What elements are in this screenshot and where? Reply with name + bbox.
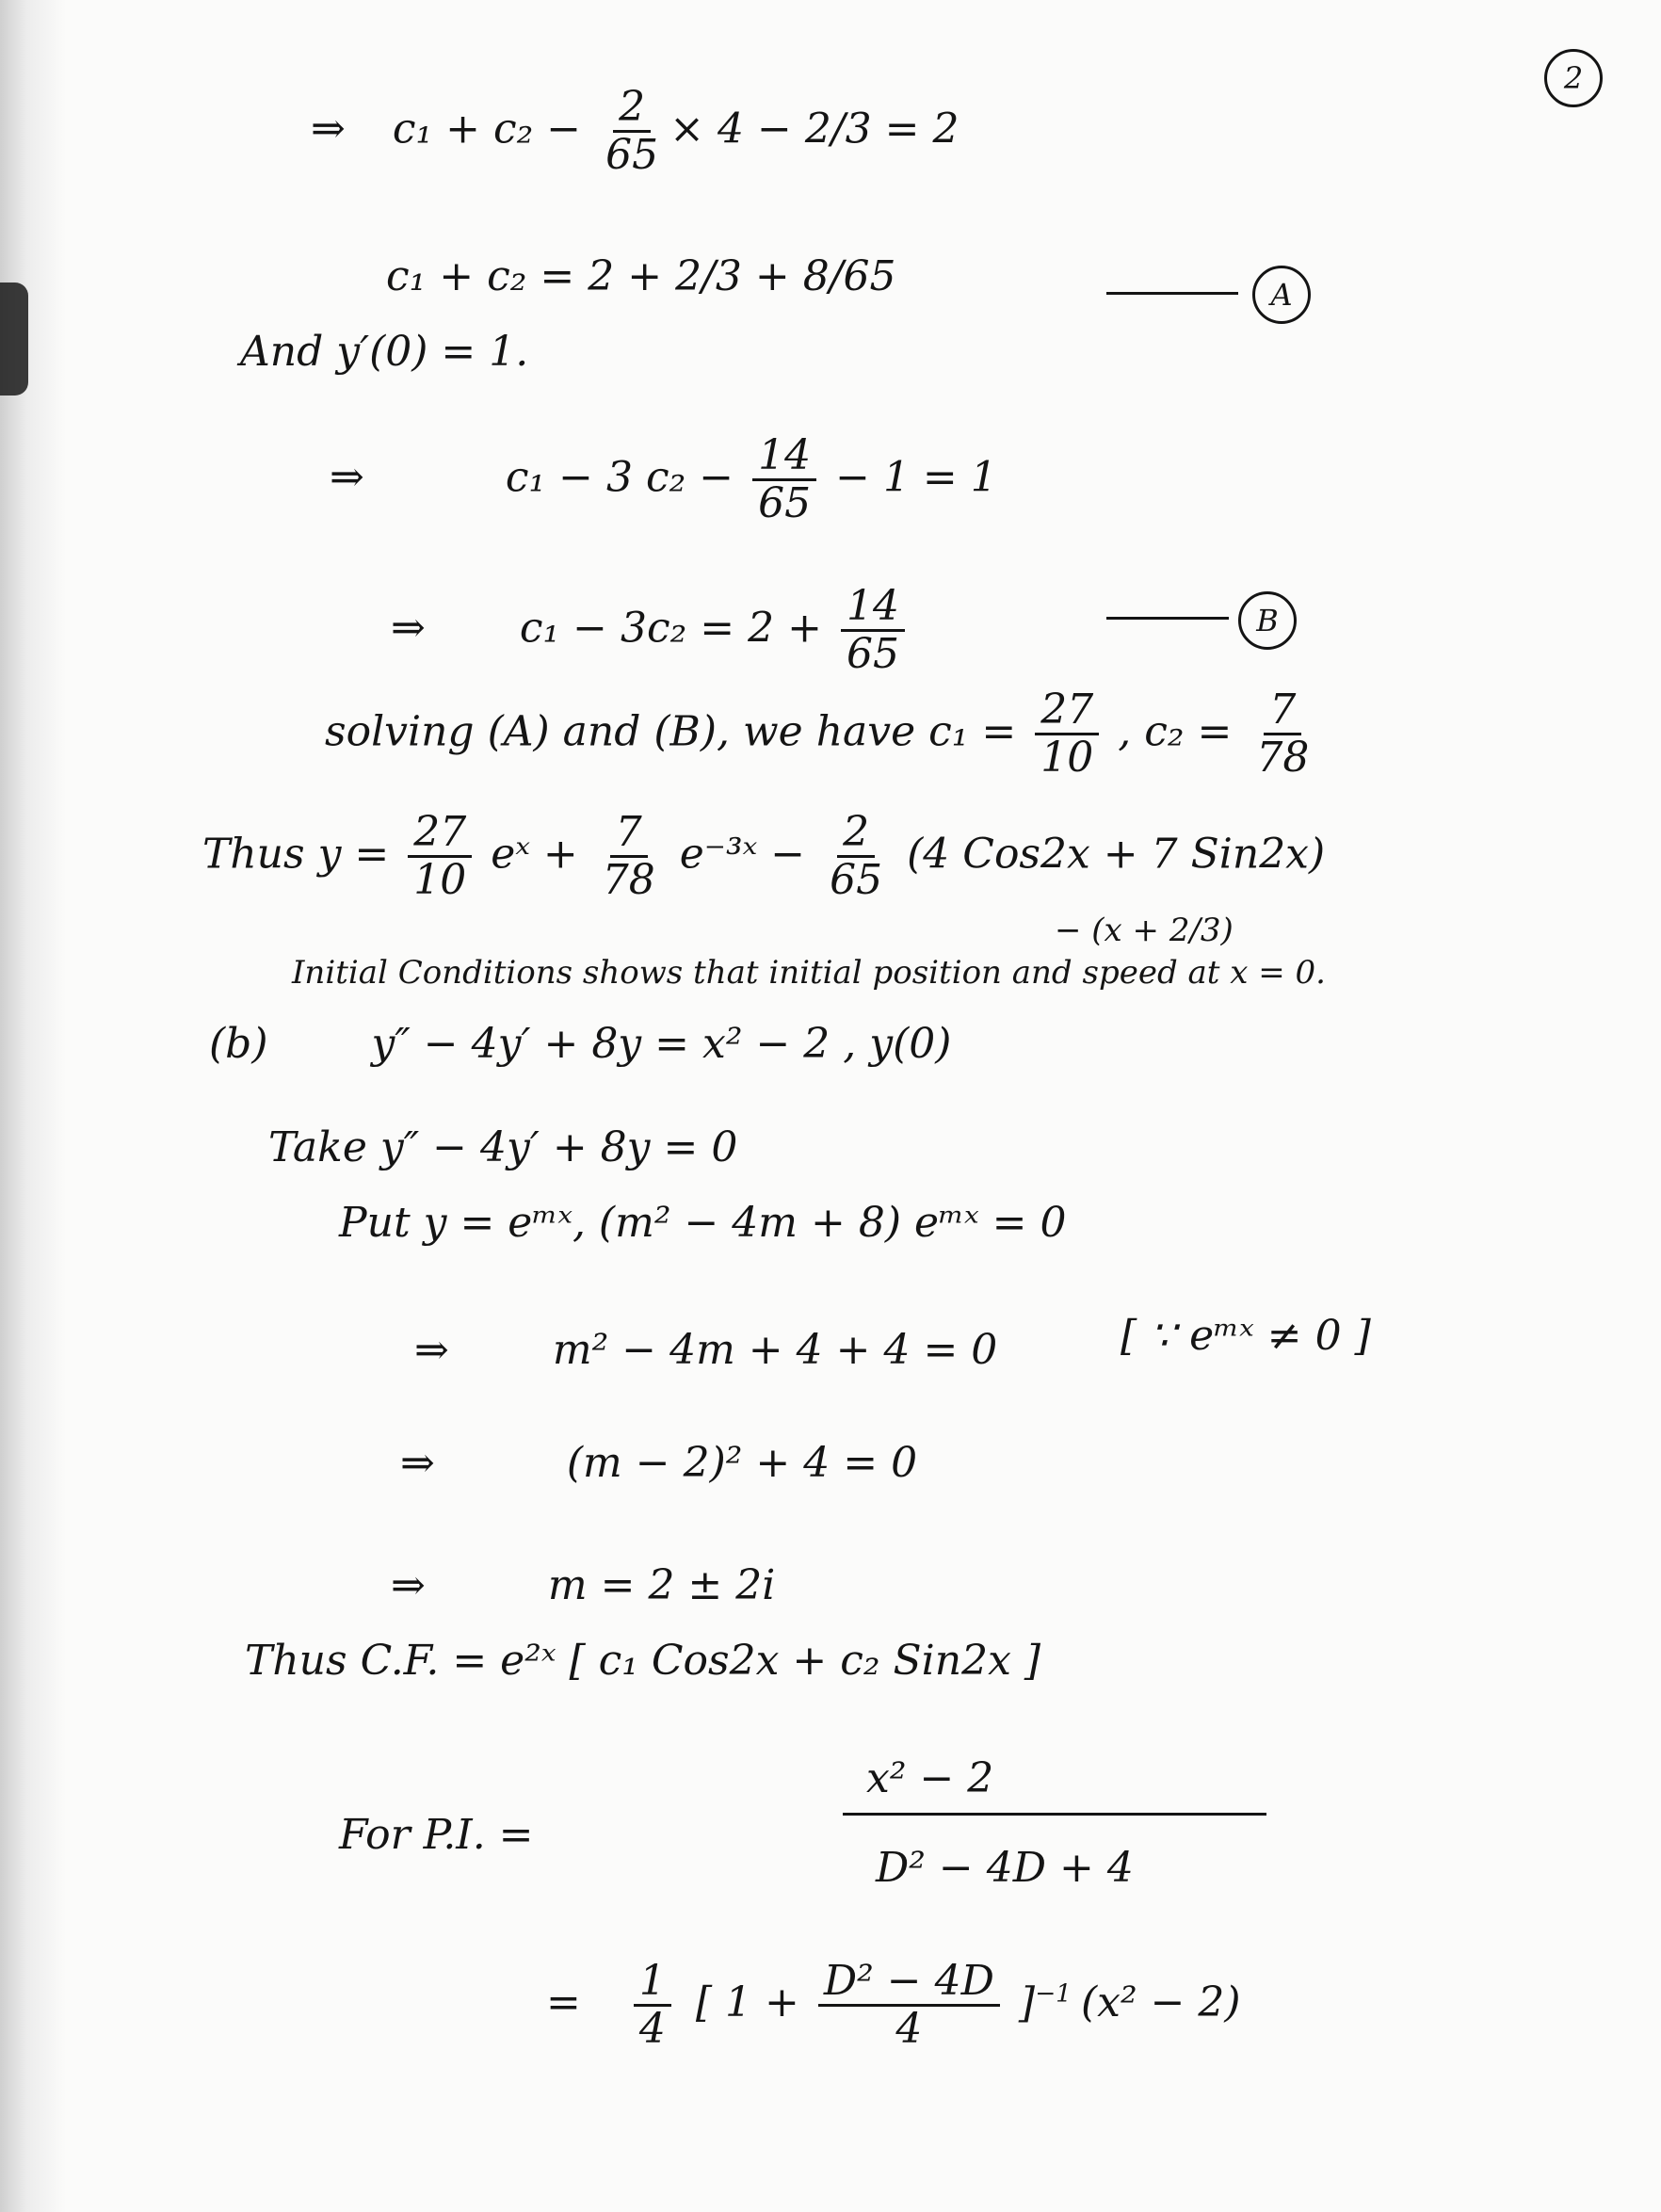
equation-line-8: Initial Conditions shows that initial position and speed at x = 0. bbox=[292, 954, 1326, 992]
pi-fraction-bar bbox=[843, 1813, 1266, 1816]
equation-line-10: Take y″ − 4y′ + 8y = 0 bbox=[268, 1123, 738, 1171]
equation-line-15: Thus C.F. = e²ˣ [ c₁ Cos2x + c₂ Sin2x ] bbox=[245, 1637, 1041, 1685]
equation-line-3: And y′(0) = 1. bbox=[240, 328, 529, 376]
fraction: $\frac{1}{4}$ bbox=[634, 1959, 671, 2053]
implies-arrow: ⇒ bbox=[391, 1561, 426, 1609]
equation-line-4: ⇒ c₁ − 3 c₂ − $\frac{14}{65}$ − 1 = 1 bbox=[330, 431, 997, 528]
implies-arrow: ⇒ bbox=[391, 604, 426, 653]
equation-line-6: solving (A) and (B), we have c₁ = $\frac{27}{10}$ , c₂ = $\frac{7}{78}$ bbox=[325, 687, 1320, 782]
equation-label-b: B bbox=[1238, 591, 1297, 650]
fraction: $\frac{27}{10}$ bbox=[1035, 687, 1099, 782]
equation-line-12-note: [ ∵ eᵐˣ ≠ 0 ] bbox=[1121, 1312, 1371, 1360]
pi-denominator: D² − 4D + 4 bbox=[876, 1844, 1134, 1892]
equation-line-14: ⇒ m = 2 ± 2i bbox=[391, 1561, 776, 1609]
implies-arrow: ⇒ bbox=[414, 1326, 449, 1374]
equation-line-7: Thus y = $\frac{27}{10}$ eˣ + $\frac{7}{78}$ e⁻³ˣ − $\frac{2}{65}$ (4 Cos2x + 7 Sin2x) bbox=[202, 808, 1326, 905]
fraction: $\frac{2}{65}$ bbox=[605, 83, 659, 180]
equation-label-a: A bbox=[1252, 266, 1311, 324]
equation-line-7-continuation: − (x + 2/3) bbox=[1055, 912, 1234, 949]
label-dash bbox=[1106, 617, 1229, 620]
fraction: $\frac{7}{78}$ bbox=[1256, 686, 1310, 783]
equation-line-17: = $\frac{1}{4}$ [ 1 + $\frac{\text{D² − 4D}}{4}$ ]$^{-1}$ (x² − 2) bbox=[546, 1957, 1241, 2054]
equation-line-9: (b) y″ − 4y′ + 8y = x² − 2 , y(0) bbox=[209, 1020, 952, 1068]
fraction: $\frac{27}{10}$ bbox=[408, 810, 472, 904]
fraction: $\frac{\text{D² − 4D}}{4}$ bbox=[818, 1959, 1000, 2053]
equation-line-11: Put y = eᵐˣ, (m² − 4m + 8) eᵐˣ = 0 bbox=[339, 1199, 1067, 1247]
fraction: $\frac{14}{65}$ bbox=[752, 433, 816, 527]
label-dash bbox=[1106, 292, 1238, 295]
equation-line-2: c₁ + c₂ = 2 + 2/3 + 8/65 bbox=[386, 252, 896, 300]
part-label: (b) bbox=[209, 1020, 268, 1068]
implies-arrow: ⇒ bbox=[330, 453, 364, 502]
fraction: $\frac{7}{78}$ bbox=[602, 808, 655, 905]
implies-arrow: ⇒ bbox=[311, 105, 346, 153]
pi-numerator: x² − 2 bbox=[866, 1754, 994, 1802]
equation-line-13: ⇒ (m − 2)² + 4 = 0 bbox=[400, 1439, 918, 1487]
scan-edge-mark bbox=[0, 283, 28, 396]
equation-line-5: ⇒ c₁ − 3c₂ = 2 + $\frac{14}{65}$ bbox=[391, 584, 911, 678]
equation-line-16-label: For P.I. = bbox=[339, 1811, 534, 1859]
fraction: $\frac{2}{65}$ bbox=[830, 808, 883, 905]
implies-arrow: ⇒ bbox=[400, 1439, 435, 1487]
equation-line-12: ⇒ m² − 4m + 4 + 4 = 0 bbox=[414, 1326, 998, 1374]
equation-line-1: ⇒ c₁ + c₂ − $\frac{2}{65}$ × 4 − 2/3 = 2 bbox=[311, 83, 960, 180]
fraction: $\frac{14}{65}$ bbox=[841, 584, 905, 678]
page-number: 2 bbox=[1544, 49, 1603, 107]
